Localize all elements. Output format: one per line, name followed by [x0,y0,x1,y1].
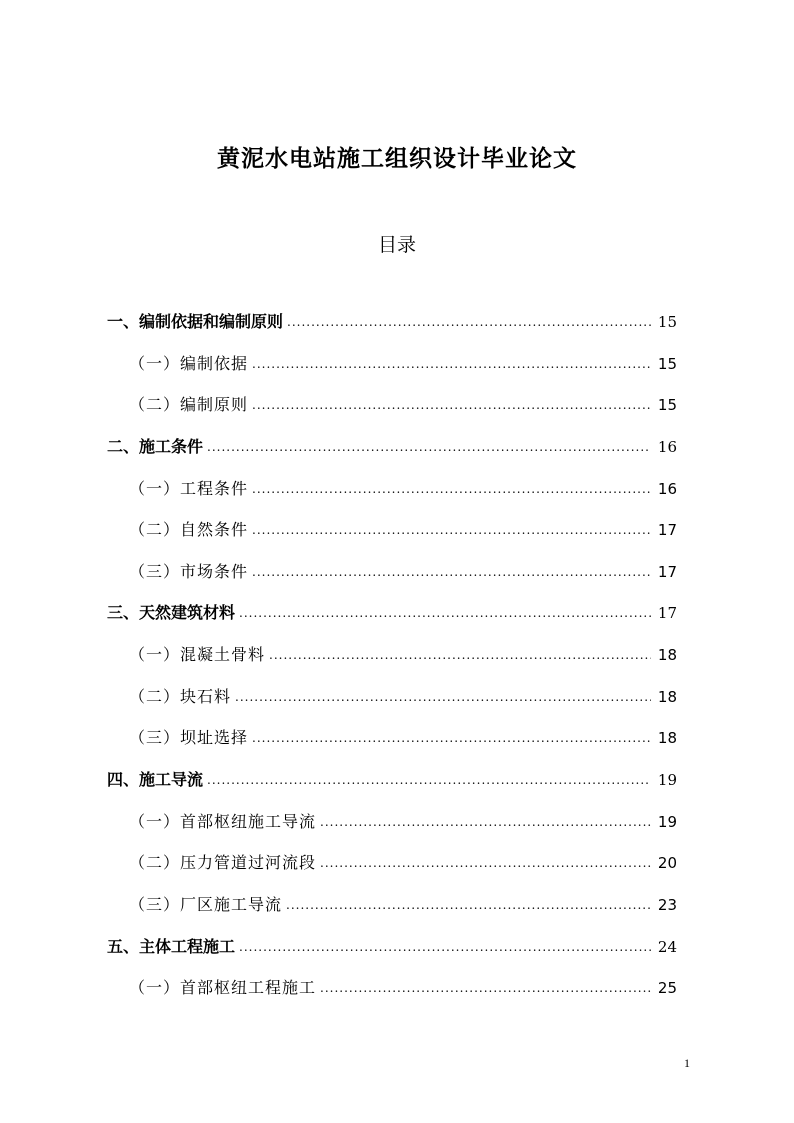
toc-dot-leader [252,395,651,415]
toc-entry[interactable] [107,437,677,457]
toc-entry[interactable] [107,312,677,332]
toc-dot-leader [269,645,651,665]
toc-entry-label: （一）首部枢纽施工导流 [129,811,317,831]
toc-dot-leader [286,895,651,915]
toc-entry-label: 五、主体工程施工 [107,936,236,956]
toc-entry-page: 23 [657,895,677,914]
toc-entry-page: 17 [657,562,677,581]
toc-entry-label: （二）压力管道过河流段 [129,853,317,873]
toc-entry[interactable] [107,978,677,998]
toc-entry-label: （一）工程条件 [129,478,249,498]
page-number: 1 [684,1056,690,1070]
toc-dot-leader [239,937,651,957]
toc-entry-page: 18 [657,687,677,706]
toc-entry[interactable] [107,770,677,790]
toc-dot-leader [207,770,651,790]
toc-entry[interactable] [107,520,677,540]
toc-entry[interactable] [107,603,677,623]
toc-dot-leader [252,562,651,582]
toc-entry-label: （三）坝址选择 [129,728,249,748]
toc-entry-page: 15 [657,354,677,373]
toc-entry[interactable] [107,395,677,415]
toc-dot-leader [207,437,651,457]
toc-entry-label: 二、施工条件 [107,436,204,456]
toc-entry-page: 15 [657,396,677,415]
toc-dot-leader [252,354,651,374]
toc-entry-page: 19 [657,771,677,790]
toc-entry[interactable] [107,937,677,957]
toc-entry[interactable] [107,562,677,582]
toc-entry[interactable] [107,728,677,748]
toc-entry-label: （一）混凝土骨料 [129,645,266,665]
toc-entry[interactable] [107,687,677,707]
toc-entry-page: 16 [657,479,677,498]
toc-dot-leader [239,603,651,623]
toc-entry-page: 18 [657,646,677,665]
toc-entry[interactable] [107,853,677,873]
toc-entry-page: 19 [657,812,677,831]
toc-entry-page: 20 [657,854,677,873]
toc-entry[interactable] [107,812,677,832]
toc-entry-page: 17 [657,521,677,540]
toc-entry-label: （一）首部枢纽工程施工 [129,978,317,998]
toc-dot-leader [320,812,651,832]
toc-entry-label: 四、施工导流 [107,770,204,790]
toc-entry-page: 16 [657,437,677,456]
toc-entry[interactable] [107,895,677,915]
toc-entry-label: （三）厂区施工导流 [129,894,283,914]
toc-entry[interactable] [107,354,677,374]
toc-dot-leader [287,312,651,332]
toc-dot-leader [252,520,651,540]
toc-entry-label: （三）市场条件 [129,561,249,581]
toc-entry-page: 25 [657,979,677,998]
toc-entry-label: （二）编制原则 [129,395,249,415]
toc-entry-label: （二）块石料 [129,686,232,706]
toc-entry-page: 15 [657,313,677,331]
toc-entry-page: 17 [657,604,677,623]
document-title: 黄泥水电站施工组织设计毕业论文 [217,146,577,172]
toc-dot-leader [320,853,651,873]
toc-entry-page: 18 [657,729,677,748]
table-of-contents [107,312,677,1020]
toc-entry[interactable] [107,479,677,499]
toc-dot-leader [252,728,651,748]
toc-entry-label: 一、编制依据和编制原则 [107,312,284,331]
toc-dot-leader [235,687,651,707]
toc-heading: 目录 [377,234,416,256]
toc-dot-leader [320,978,651,998]
toc-entry-label: 三、天然建筑材料 [107,603,236,623]
toc-entry-label: （一）编制依据 [129,353,249,373]
toc-entry-page: 24 [657,937,677,956]
toc-dot-leader [252,479,651,499]
toc-entry[interactable] [107,645,677,665]
toc-entry-label: （二）自然条件 [129,520,249,540]
